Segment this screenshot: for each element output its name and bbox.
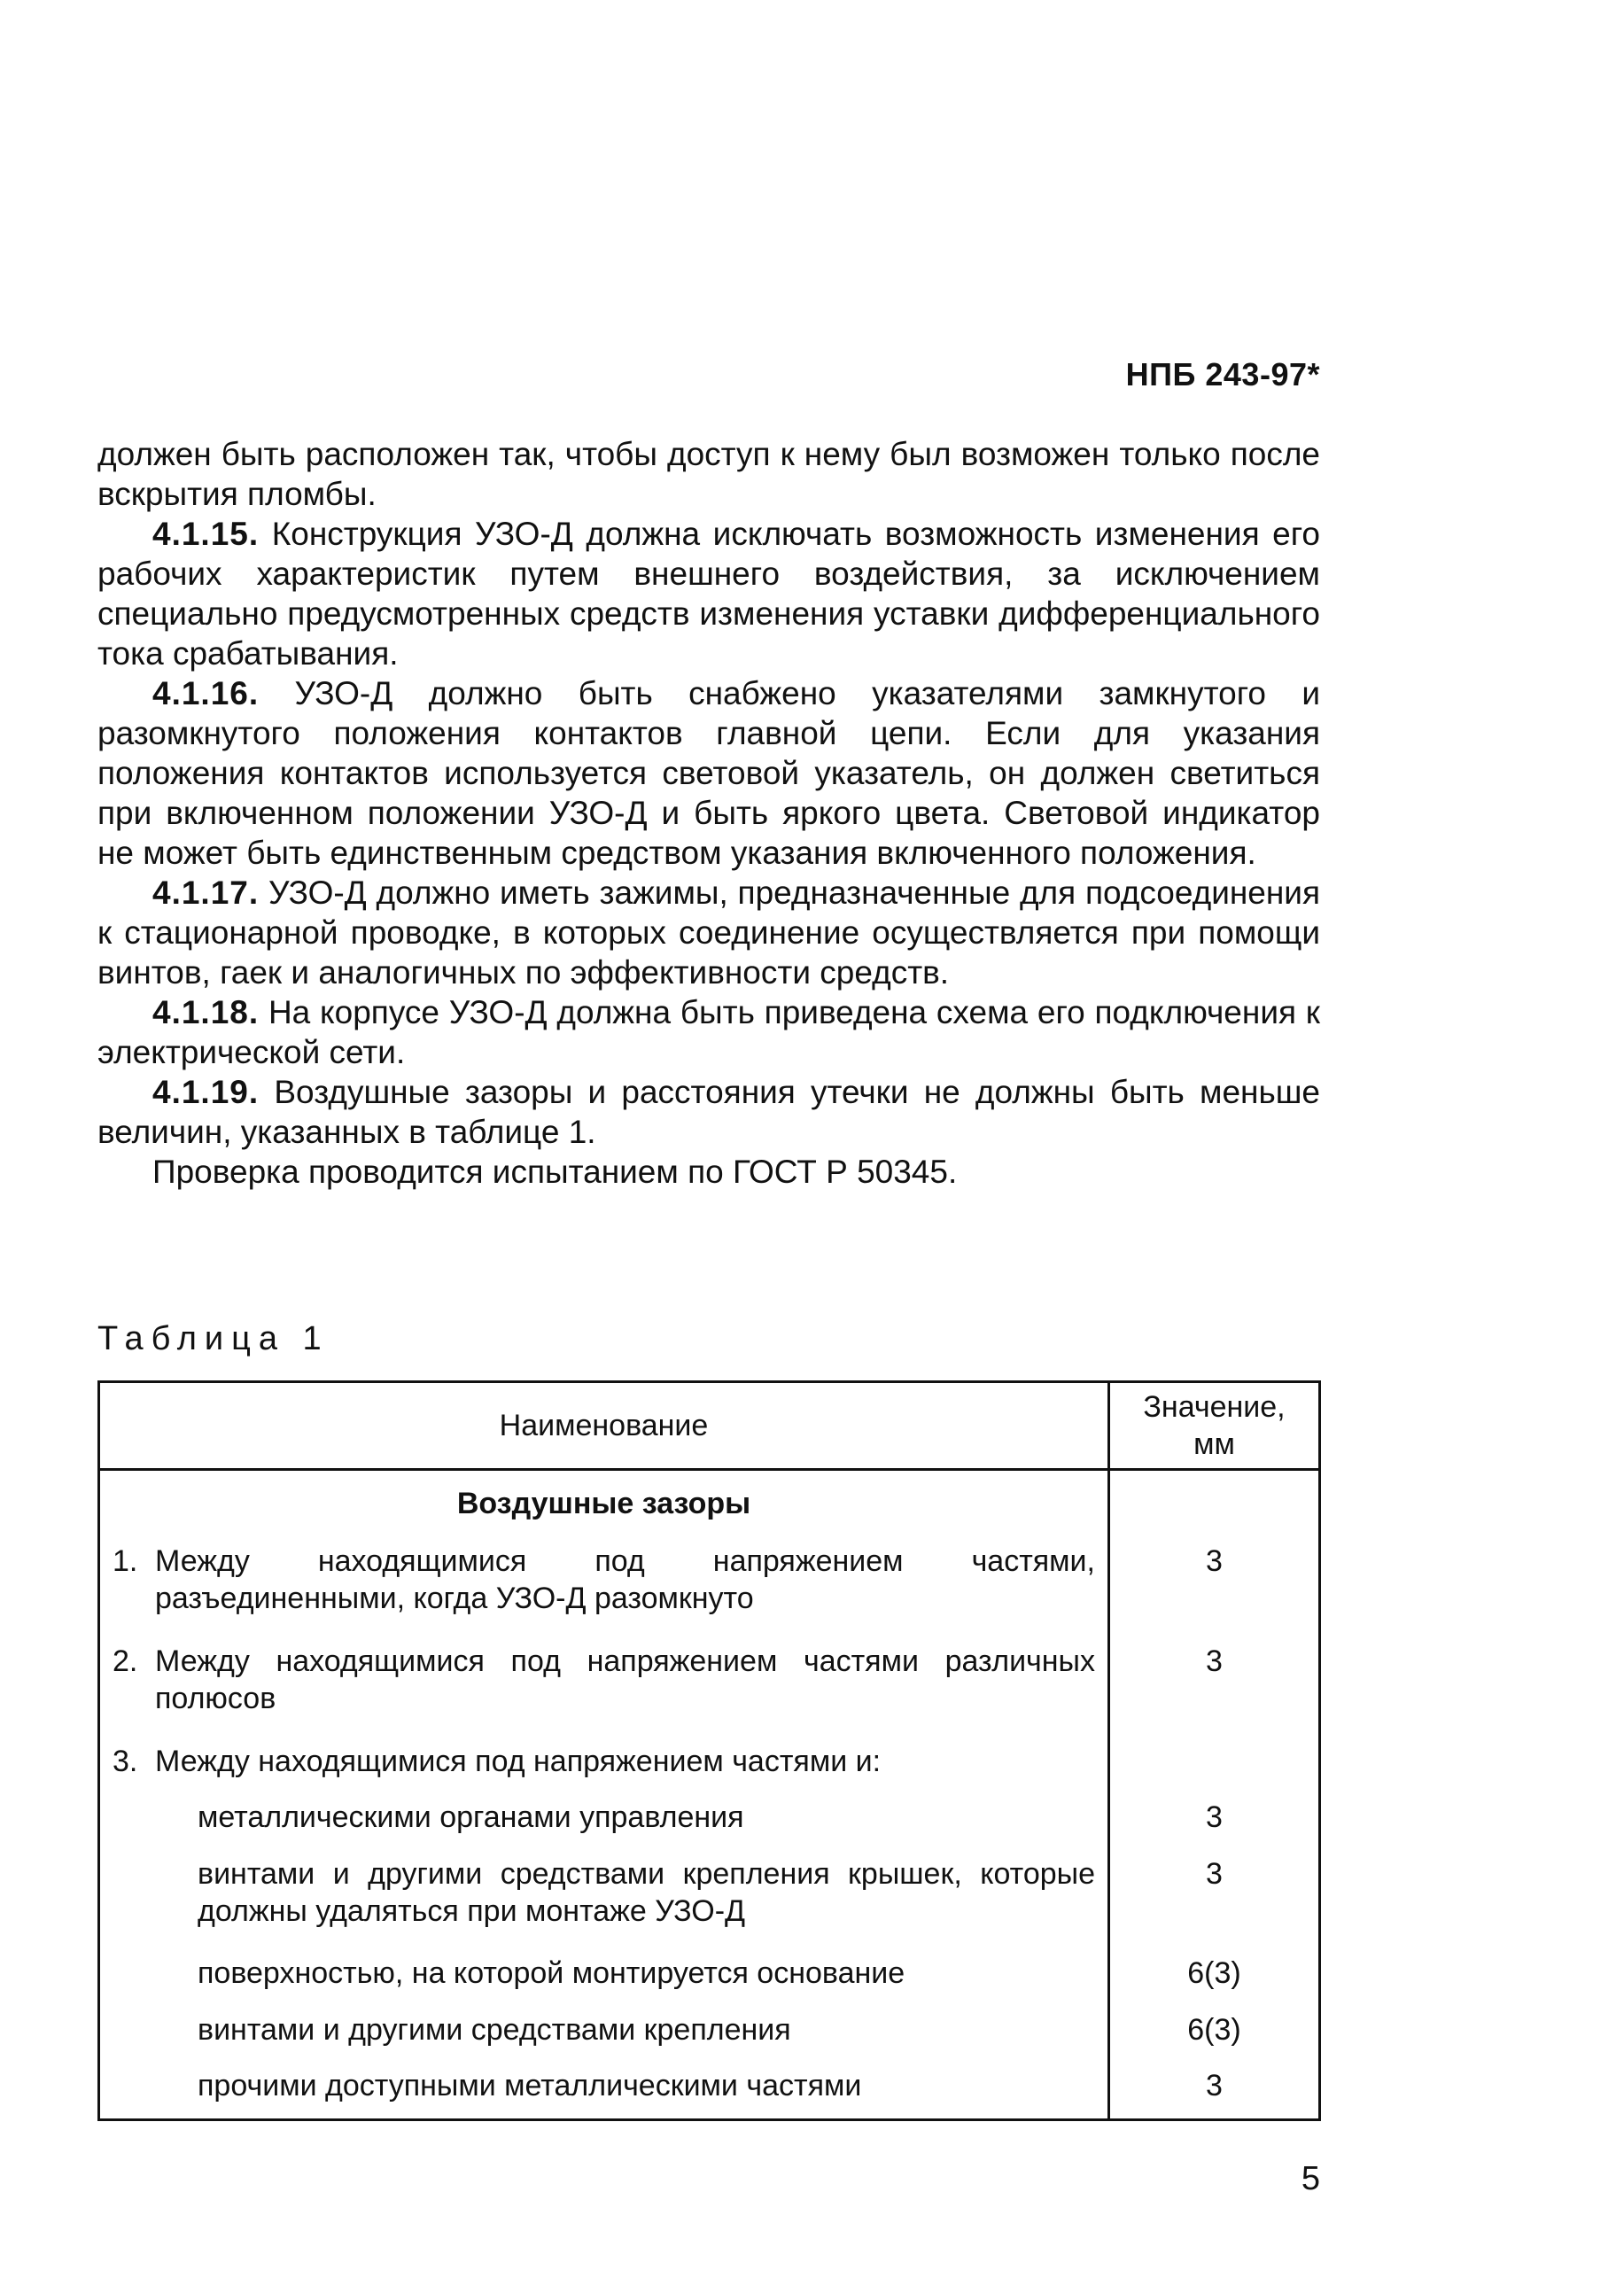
body-text [97, 434, 1320, 1192]
column-header-value: Значение, мм [1109, 1382, 1320, 1470]
table-row [99, 1949, 1320, 2005]
item-number: 1. [113, 1544, 138, 1579]
clearance-table [97, 1380, 1321, 2121]
table-cell-value [1109, 1470, 1320, 1538]
paragraph-text: Проверка проводится испытанием по ГОСТ Р 50345. [152, 1154, 958, 1190]
table-cell-name: металлическими органами управления [99, 1793, 1109, 1849]
table-cell-name [99, 1637, 1109, 1737]
item-number: 2. [113, 1644, 138, 1679]
item-text: Между находящимися под напряжением частями, разъединенными, когда УЗО-Д разомкнуто [155, 1544, 1095, 1616]
item-number: 3. [113, 1744, 138, 1778]
document-code: НПБ 243-97* [1125, 356, 1320, 393]
table-cell-value: 3 [1109, 1537, 1320, 1637]
table-cell-name [99, 1737, 1109, 1793]
paragraph-verification [97, 1152, 1320, 1192]
paragraph-4-1-15 [97, 514, 1320, 673]
table-cell-value: 3 [1109, 1850, 1320, 1950]
table-section-row [99, 1470, 1320, 1538]
table-cell-value: 3 [1109, 1637, 1320, 1737]
table-header-row [99, 1382, 1320, 1470]
item-text: Между находящимися под напряжением частями и: [155, 1744, 882, 1778]
page-number: 5 [1301, 2160, 1320, 2197]
table-caption: Таблица 1 [97, 1320, 330, 1357]
paragraph-text: Воздушные зазоры и расстояния утечки не должны быть меньше величин, указанных в таблице 1. [97, 1074, 1321, 1150]
table-cell-value: 6(3) [1109, 2006, 1320, 2062]
table-row [99, 1737, 1320, 1793]
paragraph-4-1-16 [97, 673, 1320, 873]
table-cell-name [99, 1537, 1109, 1637]
clause-number: 4.1.15. [152, 516, 260, 552]
table-cell-name: поверхностью, на которой монтируется основание [99, 1949, 1109, 2005]
table-row [99, 1850, 1320, 1950]
item-text: Между находящимися под напряжением частями различных полюсов [155, 1644, 1095, 1716]
paragraph-text: должен быть расположен так, чтобы доступ к нему был возможен только после вскрытия пломбы. [97, 436, 1320, 512]
paragraph-text: УЗО-Д должно быть снабжено указателями замкнутого и разомкнутого положения контактов главной цепи. Если для указания положения контактов используется световой указатель, он должен светиться при включенном положении УЗО-Д и быть яркого цвета. Световой индикатор не может быть единственным средством указания включенного положения. [97, 675, 1320, 871]
paragraph-text: Конструкция УЗО-Д должна исключать возможность изменения его рабочих характеристик путем внешнего воздействия, за исключением специально предусмотренных средств изменения уставки дифференциального тока срабатывания. [97, 516, 1321, 672]
table-row [99, 1637, 1320, 1737]
table-cell-name: прочими доступными металлическими частями [99, 2062, 1109, 2119]
table-cell-name: винтами и другими средствами крепления [99, 2006, 1109, 2062]
table-row [99, 2006, 1320, 2062]
table-row [99, 1793, 1320, 1849]
paragraph-4-1-18 [97, 992, 1320, 1072]
clause-number: 4.1.19. [152, 1074, 260, 1110]
table-cell-value: 3 [1109, 1793, 1320, 1849]
paragraph-4-1-19 [97, 1072, 1320, 1152]
clause-number: 4.1.16. [152, 675, 260, 711]
table-cell-value: 6(3) [1109, 1949, 1320, 2005]
table-cell-name: винтами и другими средствами крепления крышек, которые должны удаляться при монтаже УЗО-Д [99, 1850, 1109, 1950]
paragraph-text: УЗО-Д должно иметь зажимы, предназначенные для подсоединения к стационарной проводке, в которых соединение осуществляется при помощи винтов, гаек и аналогичных по эффективности средств. [97, 874, 1321, 991]
table-cell-value: 3 [1109, 2062, 1320, 2119]
paragraph-4-1-17 [97, 873, 1320, 992]
clause-number: 4.1.18. [152, 994, 260, 1030]
paragraph-text: На корпусе УЗО-Д должна быть приведена схема его подключения к электрической сети. [97, 994, 1320, 1070]
clause-number: 4.1.17. [152, 874, 260, 911]
column-header-name: Наименование [99, 1382, 1109, 1470]
table-row [99, 1537, 1320, 1637]
section-title: Воздушные зазоры [99, 1470, 1109, 1538]
table-cell-value [1109, 1737, 1320, 1793]
table-row [99, 2062, 1320, 2119]
paragraph-continuation [97, 434, 1320, 514]
